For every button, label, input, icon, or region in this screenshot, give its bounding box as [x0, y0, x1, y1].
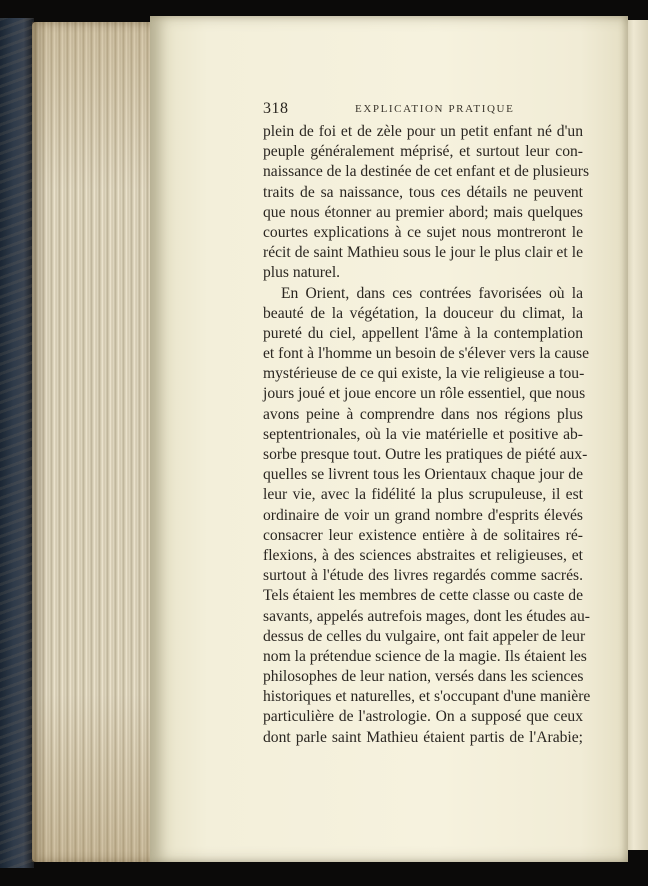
text-line: historiques et naturelles, et s'occupant d'une manière — [263, 688, 591, 706]
text-line: consacrer leur existence entière à de solitaires ré- — [263, 526, 583, 544]
text-line: septentrionales, où la vie matérielle et positive ab- — [263, 425, 583, 443]
page-number: 318 — [263, 100, 289, 117]
text-line: mystérieuse de ce qui existe, la vie religieuse a tou- — [263, 365, 585, 383]
text-line: En Orient, dans ces contrées favorisées où la — [281, 284, 583, 302]
text-line: récit de saint Mathieu sous le jour le plus clair et le — [263, 244, 583, 262]
paragraph-2 — [263, 284, 591, 748]
text-line: courtes explications à ce sujet nous montreront le — [263, 223, 583, 241]
text-line: avons peine à comprendre dans nos régions plus — [263, 405, 583, 423]
text-line: surtout à l'étude des livres regardés comme sacrés. — [263, 567, 583, 585]
text-line: ordinaire de voir un grand nombre d'esprits élevés — [263, 506, 583, 524]
text-line: leur vie, avec la fidélité la plus scrupuleuse, il est — [263, 486, 583, 504]
text-line: savants, appelés autrefois mages, dont les études au- — [263, 607, 590, 625]
running-head-title: EXPLICATION PRATIQUE — [355, 103, 515, 115]
text-line: peuple généralement méprisé, et surtout leur con- — [263, 143, 583, 161]
text-line: pureté du ciel, appellent l'âme à la contemplation — [263, 324, 583, 342]
text-line: et font à l'homme un besoin de s'élever vers la cause — [263, 345, 590, 363]
text-line: traits de sa naissance, tous ces détails ne peuvent — [263, 183, 583, 201]
text-line: dessus de celles du vulgaire, ont fait appeler de leur — [263, 627, 586, 645]
text-line: Tels étaient les membres de cette classe ou caste de — [263, 587, 583, 605]
text-line: flexions, à des sciences abstraites et religieuses, et — [263, 546, 583, 564]
text-line: particulière de l'astrologie. On a supposé que ceux — [263, 708, 583, 726]
running-head — [263, 100, 593, 120]
book-cover-left — [0, 18, 34, 868]
text-line: sorbe presque tout. Outre les pratiques de piété aux- — [263, 446, 588, 463]
page-edges-stack — [32, 22, 162, 862]
text-line: beauté de la végétation, la douceur du climat, la — [263, 304, 583, 322]
paragraph-1 — [263, 122, 590, 284]
text-line: que nous étonner au premier abord; mais quelques — [263, 203, 583, 221]
text-line: quelles se livrent tous les Orientaux chaque jour de — [263, 466, 583, 484]
text-line: plus naturel. — [263, 264, 341, 282]
text-line: naissance de la destinée de cet enfant et de plusieurs — [263, 163, 590, 181]
text-line: jours joué et joue encore un rôle essentiel, que nous — [263, 385, 586, 403]
book-page — [150, 16, 628, 862]
text-line: nom la prétendue science de la magie. Ils étaient les — [263, 647, 587, 665]
text-line: plein de foi et de zèle pour un petit enfant né d'un — [263, 123, 583, 140]
text-line: philosophes de leur nation, versés dans les sciences — [263, 668, 584, 686]
text-line: dont parle saint Mathieu étaient partis de l'Arabie; — [263, 728, 583, 746]
body-text — [263, 122, 591, 748]
